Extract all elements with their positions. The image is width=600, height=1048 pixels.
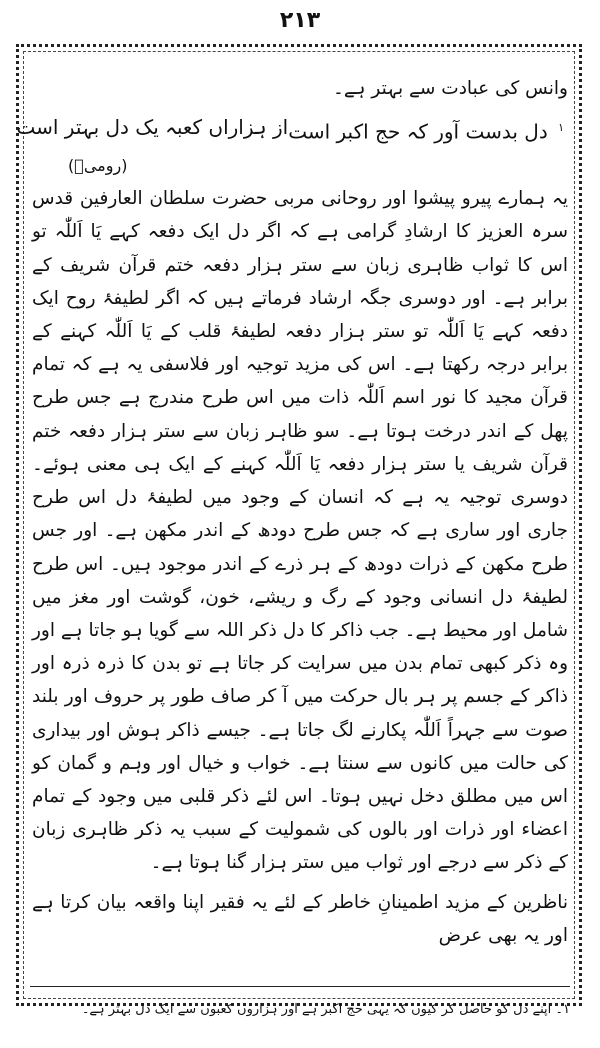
persian-couplet xyxy=(16,111,568,149)
page-body xyxy=(16,72,568,952)
footnote-marker: ۱ xyxy=(558,121,564,135)
closing-paragraph: ناظرین کے مزید اطمینانِ خاطر کے لئے یہ فقیر اپنا واقعہ بیان کرتا ہے اور یہ بھی عرض xyxy=(32,891,568,946)
footnote-divider xyxy=(30,986,570,987)
couplet-attribution: (رومیؒ) xyxy=(68,156,128,176)
couplet-first-hemistich: $^۱$ دل بدست آور کہ حج اکبر است xyxy=(288,119,564,144)
main-paragraph: یہ ہمارے پیرو پیشوا اور روحانی مربی حضرت سلطان العارفین قدس سرہ العزیز کا ارشادِ گرامی ہے کہ اگر دل ایک دفعہ کہے یَا اَللّٰہ تو اس کا ثواب ظاہری زبان سے ستر ہزار دفعہ ختم قرآن شریف کے برابر ہے۔ اور دوسری جگہ ارشاد فرماتے ہیں کہ اگر لطیفۂ روح ایک دفعہ کہے یَا اَللّٰہ تو ستر ہزار دفعہ لطیفۂ قلب کے یَا اَللّٰہ کہنے کے برابر درجہ رکھتا ہے۔ اس کی مزید توجیہ اور فلاسفی یہ ہے کہ تمام قرآن مجید کا نور اسم اَللّٰہ ذات میں اس طرح مندرج ہے جس طرح پھل کے اندر درخت ہوتا ہے۔ سو ظاہر زبان سے ستر ہزار دفعہ ختم قرآن شریف یا ستر ہزار دفعہ یَا اَللّٰہ کہنے کے ایک ہی معنی ہوئے۔ دوسری توجیہ یہ ہے کہ انسان کے وجود میں لطیفۂ دل اس طرح جاری اور ساری ہے کہ جس طرح دودھ کے اندر مکھن ہے۔ اور جس طرح مکھن کے ذرات دودھ کے ہر ذرے کے اندر موجود ہیں۔ اس طرح لطیفۂ دل انسانی وجود کے رگ و ریشے، خون، گوشت اور مغز میں شامل اور محیط ہے۔ جب ذاکر کا دل ذکر اللہ سے گویا ہو جاتا ہے اور وہ ذکر کبھی تمام بدن میں سرایت کر جاتا ہے تو بدن کا ذرہ ذرہ اور ذاکر کے جسم پر ہر بال حرکت میں آ کر صاف طور پر حروف اور بلند صوت سے جہراً اَللّٰہ پکارنے لگ جاتا ہے۔ جیسے ذاکر ہوش اور بیداری کی حالت میں کانوں سے سنتا ہے۔ خواب و خیال اور وہم و گمان کو اس میں مطلق دخل نہیں ہوتا۔ اس لئے ذکر قلبی میں وجود کے تمام اعضاء اور ذرات اور بالوں کی شمولیت کے سبب یہ ذکر ظاہری زبان کے ذکر سے درجے اور ثواب میں ستر ہزار گنا ہوتا ہے۔ xyxy=(32,188,568,874)
page-number: ۲۱۳ xyxy=(279,8,321,33)
opening-line: وانس کی عبادت سے بہتر ہے۔ xyxy=(333,78,568,99)
footnote: ۱۔ اپنے دل کو حاصل کر کیوں کہ یہی حج اکبر ہے اور ہزاروں کعبوں سے ایک دل بہتر ہے۔ xyxy=(81,1002,570,1017)
couplet-second-hemistich: از ہزاراں کعبہ یک دل بہتر است xyxy=(16,115,289,140)
